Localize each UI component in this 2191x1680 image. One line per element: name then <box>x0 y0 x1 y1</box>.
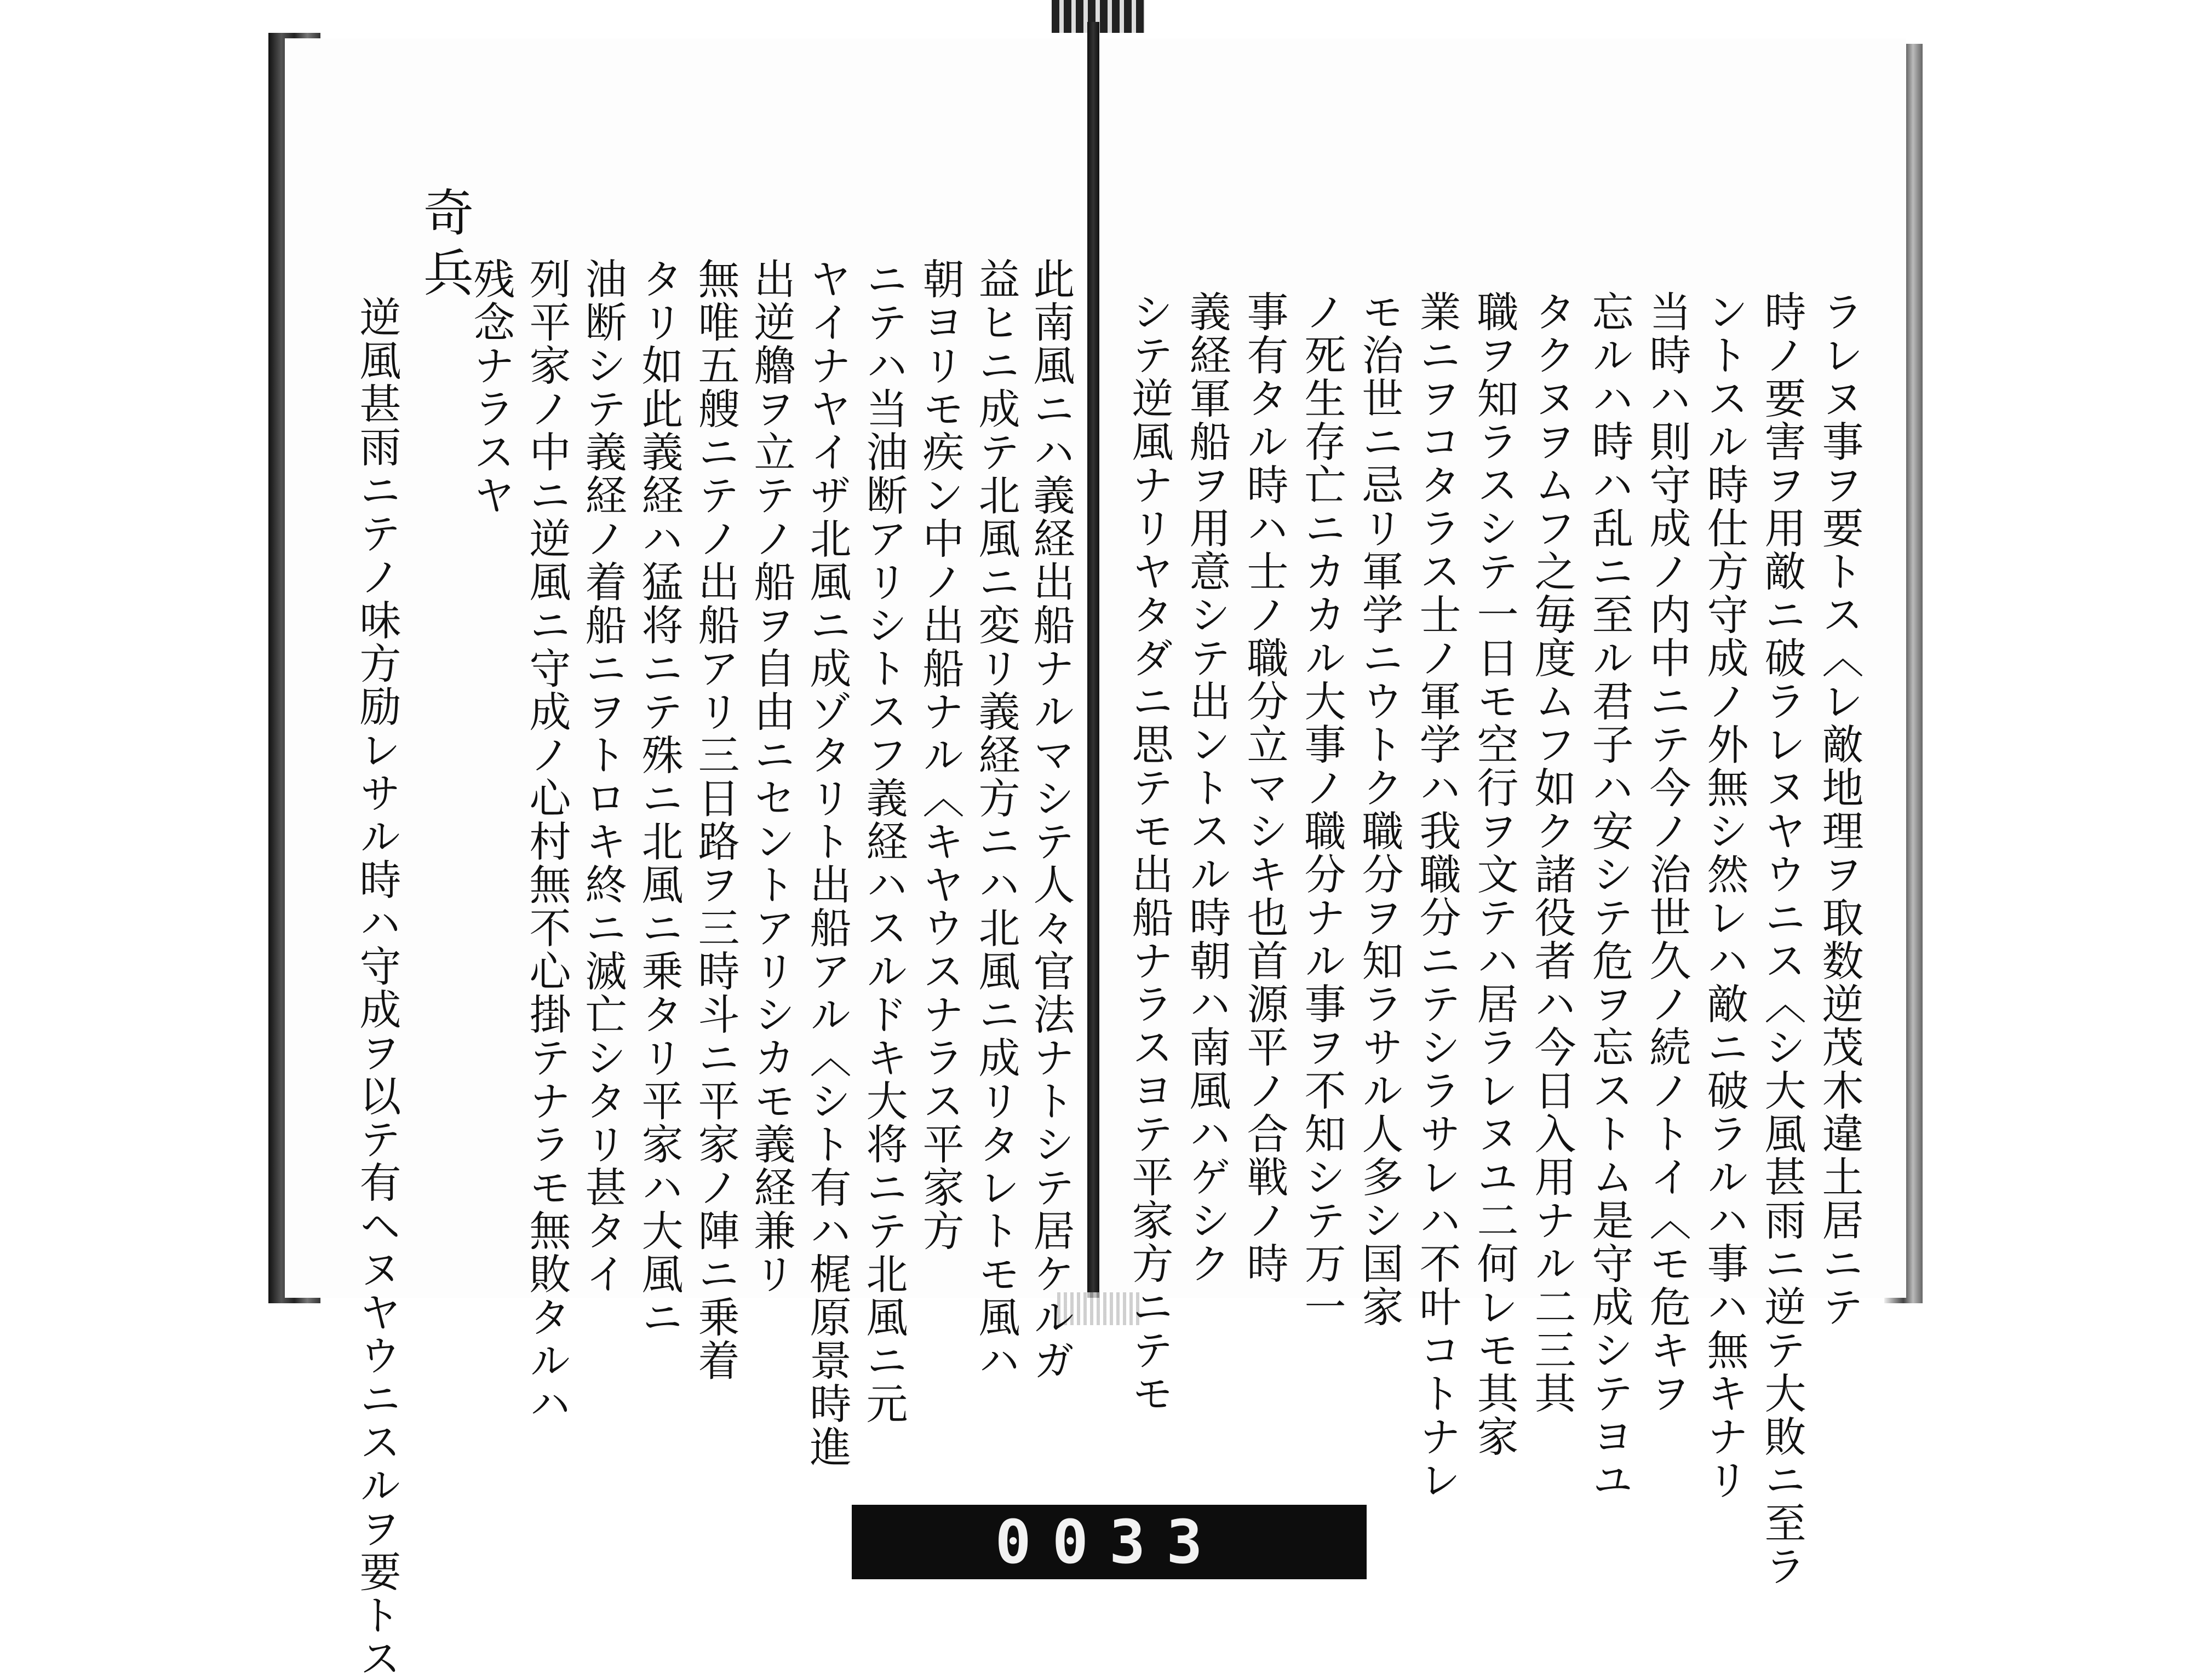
right-column-9: モ治世ニ忌リ軍学ニウトク職分ヲ知ラサル人多シ国家 <box>1355 290 1404 1328</box>
page-number-strip <box>852 1505 1367 1579</box>
left-column-12: 逆風甚雨ニテノ味方励レサル時ハ守成ヲ以テ有ヘヌヤウニスルヲ要トス <box>353 296 402 1680</box>
left-column-10: 列平家ノ中ニ逆風ニ守成ノ心村無不心掛テナラモ無敗タルハ <box>523 257 571 1425</box>
book-spine <box>1087 22 1099 1298</box>
right-column-4: 当時ハ則守成ノ内中ニテ今ノ治世久ノ続ノトイ〈モ危キヲ <box>1643 290 1691 1415</box>
left-column-9: 油断シテ義経ノ着船ニヲトロキ終ニ滅亡シタリ甚タイ <box>578 257 627 1296</box>
left-column-8: タリ如此義経ハ猛将ニテ殊ニ北風ニ乗タリ平家ハ大風ニ <box>635 257 684 1339</box>
left-column-6: 出逆艪ヲ立テノ船ヲ自由ニセントアリシカモ義経兼リ <box>747 257 796 1296</box>
left-column-11: 残念ナラスヤ <box>467 257 515 517</box>
page-number: 0033 <box>995 1507 1224 1577</box>
left-column-2: 益ヒニ成テ北風ニ変リ義経方ニハ北風ニ成リタレトモ風ハ <box>972 257 1020 1382</box>
right-column-8: 業ニヲコタラス士ノ軍学ハ我職分ニテシラサレハ不叶コトナレ <box>1413 290 1461 1501</box>
left-column-4: ニテハ当油断アリシトスフ義経ハスルドキ大将ニテ北風ニ元 <box>859 257 908 1425</box>
section-heading: 奇兵 <box>415 186 474 307</box>
left-column-7: 無唯五艘ニテノ出船アリ三日路ヲ三時斗ニ平家ノ陣ニ乗着 <box>691 257 740 1382</box>
right-column-5: 忘ルハ時ハ乱ニ至ル君子ハ安シテ危ヲ忘ストム是守成シテヨユ <box>1585 290 1634 1501</box>
right-column-11: 事有タル時ハ士ノ職分立マシキ也首源平ノ合戦ノ時 <box>1240 290 1289 1285</box>
right-column-12: 義経軍船ヲ用意シテ出ントスル時朝ハ南風ハゲシク <box>1183 290 1231 1285</box>
right-column-10: ノ死生存亡ニカカル大事ノ職分ナル事ヲ不知シテ万一 <box>1298 290 1346 1328</box>
left-column-1: 此南風ニハ義経出船ナルマシテ人々官法ナトシテ居ケルガ <box>1026 257 1075 1382</box>
right-column-3: ントスル時仕方守成ノ外無シ然レハ敵ニ破ラルハ事ハ無キナリ <box>1700 290 1749 1501</box>
right-column-1: ラレヌ事ヲ要トス〈レ敵地理ヲ取数逆茂木違土居ニテ <box>1815 290 1864 1328</box>
left-column-3: 朝ヨリモ疾ン中ノ出船ナル〈キヤウスナラス平家方 <box>916 257 965 1252</box>
left-column-5: ヤイナヤイザ北風ニ成ゾタリト出船アル〈シト有ハ梶原景時進 <box>803 257 852 1469</box>
right-column-2: 時ノ要害ヲ用敵ニ破ラレヌヤウニス〈シ大風甚雨ニ逆テ大敗ニ至ラ <box>1758 290 1806 1588</box>
left-page <box>285 38 1090 1298</box>
right-column-13: シテ逆風ナリヤタダニ思テモ出船ナラスヨテ平家方ニテモ <box>1125 290 1174 1415</box>
right-column-6: タクヌヲムフ之毎度ムフ如ク諸役者ハ今日入用ナル二三其 <box>1528 290 1576 1415</box>
right-column-7: 職ヲ知ラスシテ一日モ空行ヲ文テハ居ラレヌユ二何レモ其家 <box>1470 290 1519 1458</box>
